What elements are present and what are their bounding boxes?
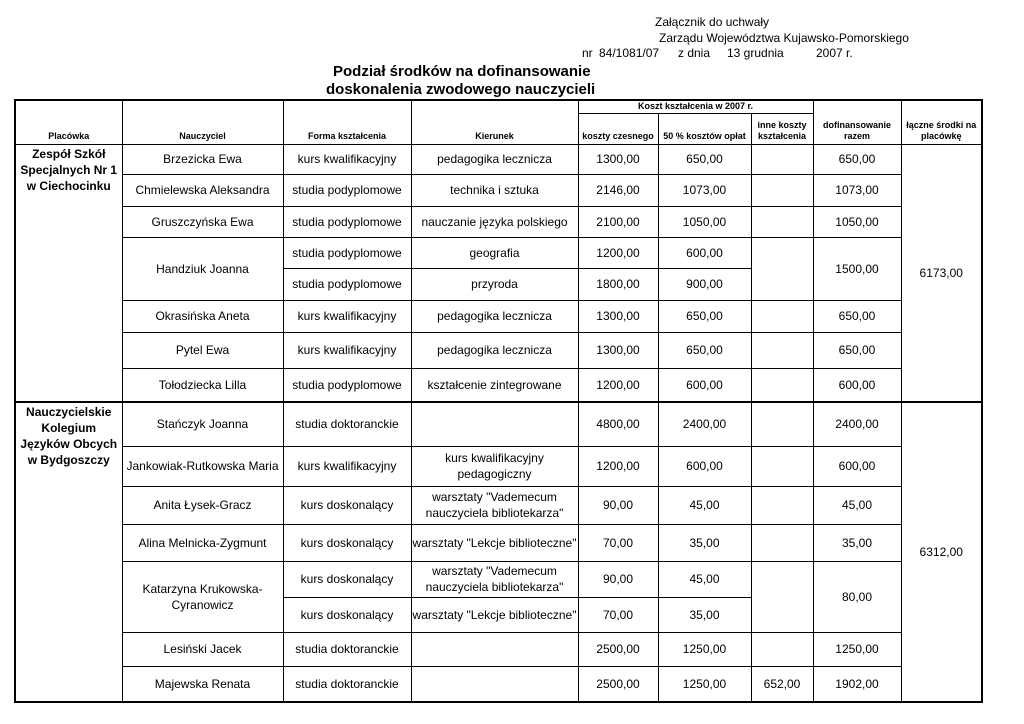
table-row xyxy=(15,332,982,368)
polowa-cell: 45,00 xyxy=(658,486,751,524)
inne-cell xyxy=(751,174,813,206)
forma-cell: kurs doskonalący xyxy=(283,597,411,632)
col-header-koszty-czesnego: koszty czesnego xyxy=(578,113,658,144)
czesne-cell: 2100,00 xyxy=(578,206,658,237)
forma-cell: studia doktoranckie xyxy=(283,632,411,666)
dofin-cell: 80,00 xyxy=(813,561,901,632)
kierunek-cell: pedagogika lecznicza xyxy=(411,332,578,368)
polowa-cell: 600,00 xyxy=(658,368,751,402)
col-header-laczne: łączne środki na placówkę xyxy=(901,100,982,144)
teacher-name: Lesiński Jacek xyxy=(122,632,283,666)
dofin-cell: 2400,00 xyxy=(813,402,901,446)
forma-cell: kurs kwalifikacyjny xyxy=(283,446,411,486)
polowa-cell: 600,00 xyxy=(658,237,751,268)
kierunek-cell xyxy=(411,632,578,666)
forma-cell: studia podyplomowe xyxy=(283,237,411,268)
forma-cell: kurs doskonalący xyxy=(283,561,411,597)
institution-name: Zespół Szkół Specjalnych Nr 1 w Ciechocinku xyxy=(15,144,122,402)
teacher-name: Anita Łysek-Gracz xyxy=(122,486,283,524)
col-header-kierunek: Kierunek xyxy=(411,100,578,144)
inne-cell xyxy=(751,332,813,368)
inne-cell xyxy=(751,206,813,237)
page-title-line-1: Podział środków na dofinansowanie xyxy=(333,63,591,80)
inne-cell xyxy=(751,300,813,332)
kierunek-cell xyxy=(411,402,578,446)
czesne-cell: 1300,00 xyxy=(578,332,658,368)
inne-cell xyxy=(751,446,813,486)
inne-cell xyxy=(751,524,813,561)
inne-cell xyxy=(751,486,813,524)
inne-cell xyxy=(751,237,813,300)
inne-cell xyxy=(751,561,813,632)
table-row xyxy=(15,524,982,561)
czesne-cell: 2500,00 xyxy=(578,666,658,702)
teacher-name: Majewska Renata xyxy=(122,666,283,702)
inne-cell xyxy=(751,144,813,174)
institution-total: 6173,00 xyxy=(901,144,982,402)
polowa-cell: 650,00 xyxy=(658,144,751,174)
czesne-cell: 1200,00 xyxy=(578,237,658,268)
polowa-cell: 1250,00 xyxy=(658,666,751,702)
dofin-cell: 1073,00 xyxy=(813,174,901,206)
table-row xyxy=(15,144,982,174)
polowa-cell: 600,00 xyxy=(658,446,751,486)
header-nr-value: 84/1081/07 xyxy=(599,46,660,60)
polowa-cell: 650,00 xyxy=(658,300,751,332)
kierunek-cell xyxy=(411,666,578,702)
forma-cell: studia doktoranckie xyxy=(283,402,411,446)
header-nr-label: nr xyxy=(582,46,593,60)
kierunek-cell: warsztaty "Lekcje biblioteczne" xyxy=(411,524,578,561)
kierunek-cell: pedagogika lecznicza xyxy=(411,300,578,332)
czesne-cell: 1200,00 xyxy=(578,446,658,486)
table-row xyxy=(15,446,982,486)
czesne-cell: 1200,00 xyxy=(578,368,658,402)
inne-cell xyxy=(751,368,813,402)
dofin-cell: 1902,00 xyxy=(813,666,901,702)
polowa-cell: 45,00 xyxy=(658,561,751,597)
dofin-cell: 600,00 xyxy=(813,368,901,402)
polowa-cell: 900,00 xyxy=(658,268,751,300)
kierunek-cell: warsztaty "Lekcje biblioteczne" xyxy=(411,597,578,632)
kierunek-cell: przyroda xyxy=(411,268,578,300)
forma-cell: kurs kwalifikacyjny xyxy=(283,300,411,332)
dofin-cell: 1500,00 xyxy=(813,237,901,300)
dofin-cell: 650,00 xyxy=(813,332,901,368)
polowa-cell: 650,00 xyxy=(658,332,751,368)
teacher-name: Okrasińska Aneta xyxy=(122,300,283,332)
kierunek-cell: technika i sztuka xyxy=(411,174,578,206)
polowa-cell: 2400,00 xyxy=(658,402,751,446)
header-date-label: z dnia xyxy=(678,46,711,60)
col-header-inne: inne koszty kształcenia xyxy=(751,113,813,144)
teacher-name: Katarzyna Krukowska-Cyranowicz xyxy=(122,561,283,632)
forma-cell: kurs kwalifikacyjny xyxy=(283,332,411,368)
col-header-dofinansowanie: dofinansowanie razem xyxy=(813,100,901,144)
teacher-name: Gruszczyńska Ewa xyxy=(122,206,283,237)
dofin-cell: 35,00 xyxy=(813,524,901,561)
teacher-name: Handziuk Joanna xyxy=(122,237,283,300)
czesne-cell: 4800,00 xyxy=(578,402,658,446)
table-row xyxy=(15,206,982,237)
polowa-cell: 35,00 xyxy=(658,524,751,561)
forma-cell: kurs doskonalący xyxy=(283,486,411,524)
table-row xyxy=(15,486,982,524)
dofin-cell: 600,00 xyxy=(813,446,901,486)
forma-cell: studia doktoranckie xyxy=(283,666,411,702)
forma-cell: kurs kwalifikacyjny xyxy=(283,144,411,174)
czesne-cell: 1300,00 xyxy=(578,300,658,332)
table-row xyxy=(15,174,982,206)
dofin-cell: 45,00 xyxy=(813,486,901,524)
czesne-cell: 1800,00 xyxy=(578,268,658,300)
forma-cell: studia podyplomowe xyxy=(283,174,411,206)
czesne-cell: 2146,00 xyxy=(578,174,658,206)
header-year: 2007 r. xyxy=(816,46,853,60)
inne-cell xyxy=(751,402,813,446)
col-header-placowka: Placówka xyxy=(15,100,122,144)
kierunek-cell: geografia xyxy=(411,237,578,268)
inne-cell xyxy=(751,632,813,666)
dofin-cell: 1250,00 xyxy=(813,632,901,666)
polowa-cell: 1250,00 xyxy=(658,632,751,666)
forma-cell: studia podyplomowe xyxy=(283,368,411,402)
czesne-cell: 90,00 xyxy=(578,486,658,524)
institution-name: Nauczycielskie Kolegium Języków Obcych w Bydgoszczy xyxy=(15,402,122,702)
teacher-name: Brzezicka Ewa xyxy=(122,144,283,174)
kierunek-cell: warsztaty "Vademecum nauczyciela bibliotekarza" xyxy=(411,561,578,597)
table-row xyxy=(15,300,982,332)
col-header-polowa: 50 % kosztów opłat xyxy=(658,113,751,144)
polowa-cell: 35,00 xyxy=(658,597,751,632)
kierunek-cell: warsztaty "Vademecum nauczyciela bibliotekarza" xyxy=(411,486,578,524)
teacher-name: Pytel Ewa xyxy=(122,332,283,368)
page-title-line-2: doskonalenia zwodowego nauczycieli xyxy=(326,81,596,98)
inne-cell: 652,00 xyxy=(751,666,813,702)
czesne-cell: 90,00 xyxy=(578,561,658,597)
institution-total: 6312,00 xyxy=(901,402,982,702)
polowa-cell: 1050,00 xyxy=(658,206,751,237)
teacher-name: Chmielewska Aleksandra xyxy=(122,174,283,206)
col-header-koszt-group: Koszt kształcenia w 2007 r. xyxy=(578,100,813,113)
table-row xyxy=(15,237,982,268)
forma-cell: studia podyplomowe xyxy=(283,206,411,237)
col-header-nauczyciel: Nauczyciel xyxy=(122,100,283,144)
funding-table xyxy=(14,99,983,703)
table-row xyxy=(15,632,982,666)
kierunek-cell: kształcenie zintegrowane xyxy=(411,368,578,402)
czesne-cell: 70,00 xyxy=(578,597,658,632)
header-date-value: 13 grudnia xyxy=(727,46,784,60)
teacher-name: Jankowiak-Rutkowska Maria xyxy=(122,446,283,486)
kierunek-cell: nauczanie języka polskiego xyxy=(411,206,578,237)
teacher-name: Tołodziecka Lilla xyxy=(122,368,283,402)
dofin-cell: 650,00 xyxy=(813,144,901,174)
czesne-cell: 1300,00 xyxy=(578,144,658,174)
czesne-cell: 70,00 xyxy=(578,524,658,561)
col-header-forma: Forma kształcenia xyxy=(283,100,411,144)
forma-cell: studia podyplomowe xyxy=(283,268,411,300)
header-line-1: Załącznik do uchwały xyxy=(655,15,770,29)
table-row xyxy=(15,666,982,702)
polowa-cell: 1073,00 xyxy=(658,174,751,206)
kierunek-cell: kurs kwalifikacyjny pedagogiczny xyxy=(411,446,578,486)
kierunek-cell: pedagogika lecznicza xyxy=(411,144,578,174)
forma-cell: kurs doskonalący xyxy=(283,524,411,561)
teacher-name: Stańczyk Joanna xyxy=(122,402,283,446)
table-row xyxy=(15,368,982,402)
dofin-cell: 1050,00 xyxy=(813,206,901,237)
czesne-cell: 2500,00 xyxy=(578,632,658,666)
teacher-name: Alina Melnicka-Zygmunt xyxy=(122,524,283,561)
table-row xyxy=(15,561,982,597)
header-line-2: Zarządu Województwa Kujawsko-Pomorskiego xyxy=(659,31,909,45)
dofin-cell: 650,00 xyxy=(813,300,901,332)
table-row xyxy=(15,402,982,446)
